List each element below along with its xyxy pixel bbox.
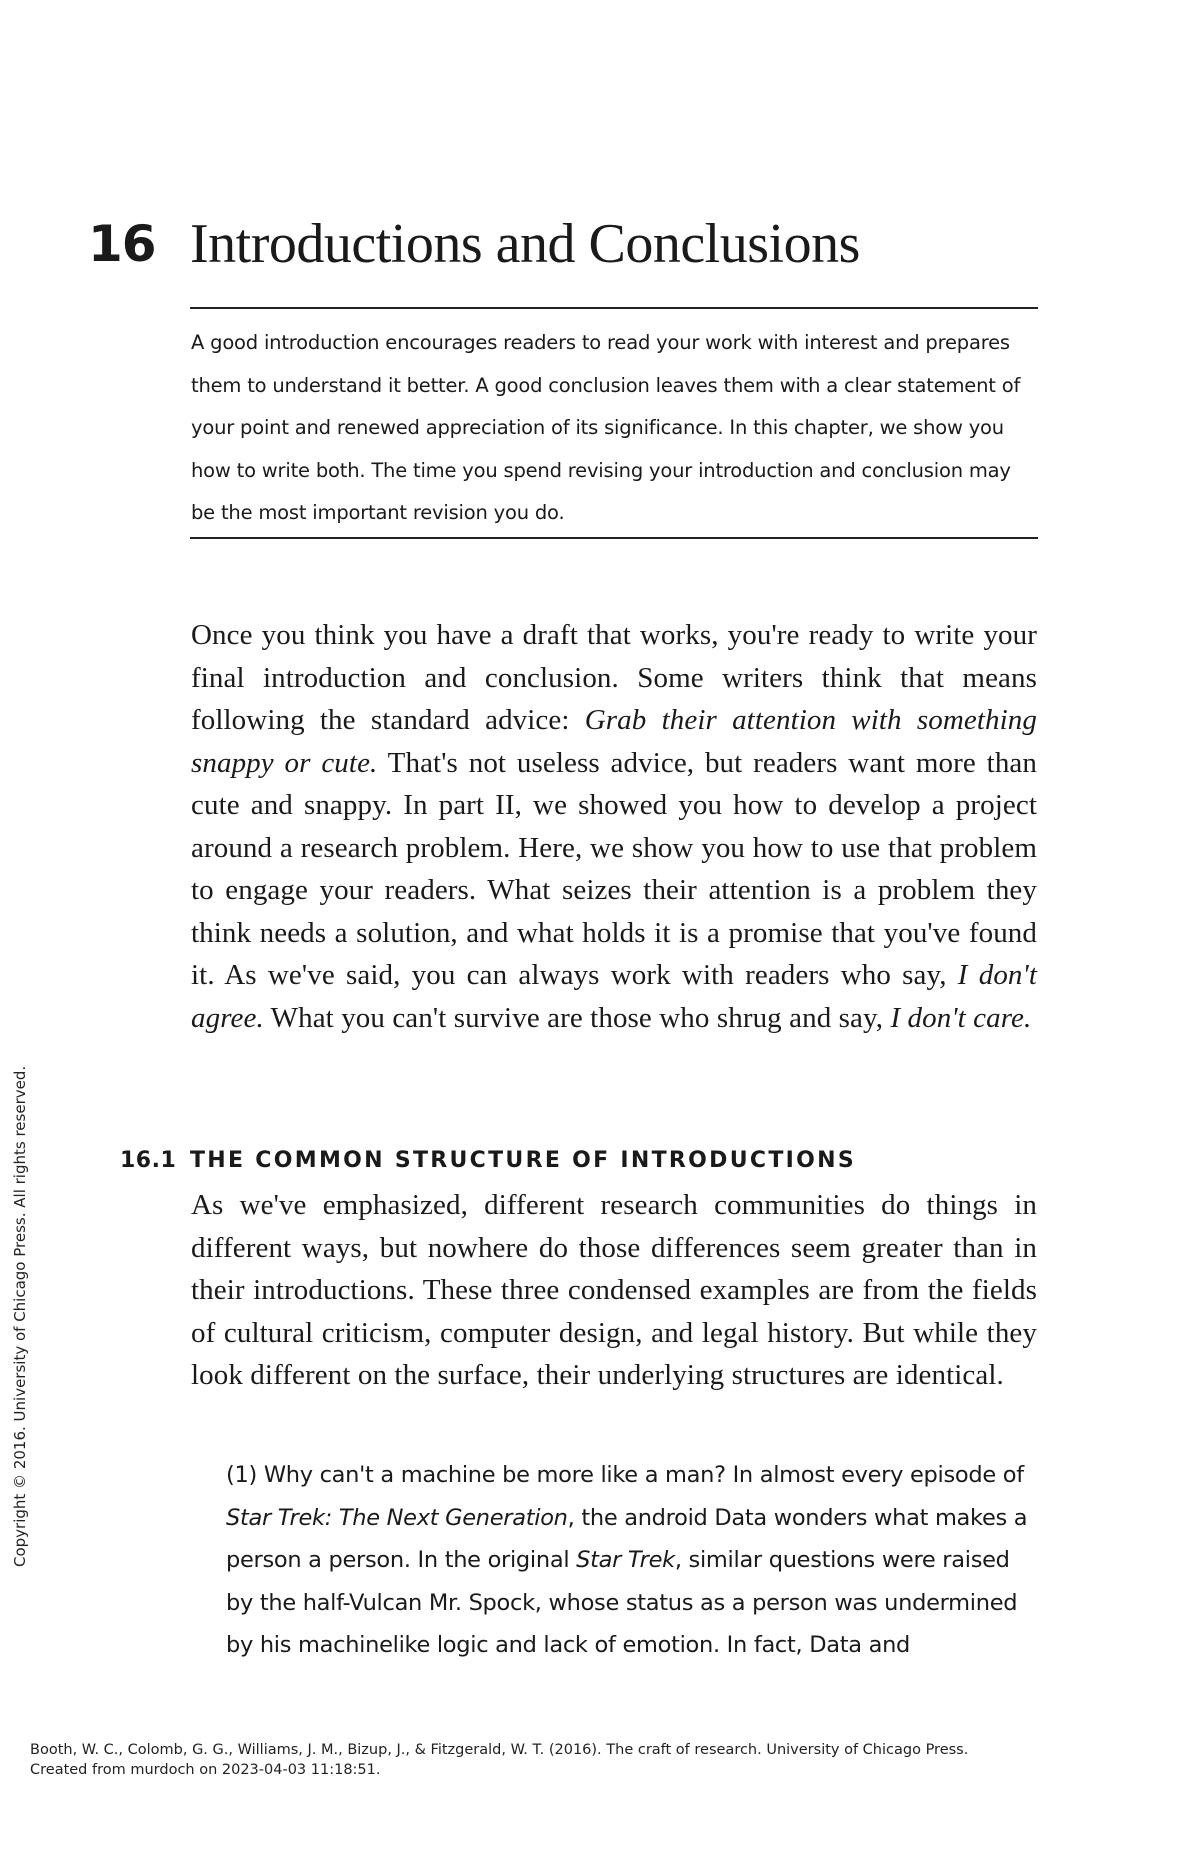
intro-italic-3: I don't care.: [890, 1001, 1032, 1034]
section-heading: [120, 1146, 856, 1176]
intro-text-1: Once you think you have a draft that works, you're ready to write your final introduction and conclusion. Some writers think that means following the standard advice:: [191, 619, 1037, 736]
chapter-title: Introductions and Conclusions: [190, 213, 860, 275]
citation-footer: [30, 1740, 968, 1780]
example-text-3: , similar questions were raised by the half-Vulcan Mr. Spock, whose status as a person was undermined by his machinelike logic and lack of emotion. In fact, Data and: [226, 1547, 1018, 1658]
section-paragraph: As we've emphasized, different research communities do things in different ways, but nowhere do those differences seem greater than in their introductions. These three condensed examples are from the fields of cultural criticism, computer design, and legal history. But while they look different on the surface, their underlying structures are identical.: [191, 1189, 1037, 1391]
example-italic-1: Star Trek: The Next Generation: [226, 1504, 568, 1531]
example-italic-2: Star Trek: [576, 1547, 675, 1573]
intro-text-2: That's not useless advice, but readers want more than cute and snappy. In part II, we showed you how to develop a project around a research problem. Here, we show you how to use that problem to engage your readers. What seizes their attention is a problem they think needs a solution, and what holds it is a promise that you've found it. As we've said, you can always work with readers who say,: [191, 746, 1037, 991]
example-text-1: (1) Why can't a machine be more like a man? In almost every episode of: [226, 1462, 1024, 1488]
section-number: 16.1: [120, 1148, 177, 1173]
example-paragraph: [226, 1454, 1036, 1667]
abstract-bottom-rule: [190, 537, 1038, 539]
chapter-number: 16: [88, 215, 156, 273]
citation-line: Booth, W. C., Colomb, G. G., Williams, J. M., Bizup, J., & Fitzgerald, W. T. (2016). The craft of research. University of Chicago Press.: [30, 1742, 969, 1758]
side-copyright-notice: Copyright © 2016. University of Chicago Press. All rights reserved.: [11, 1065, 29, 1567]
intro-text-3: What you can't survive are those who shrug and say,: [263, 1001, 891, 1034]
intro-paragraph: [191, 614, 1037, 1039]
example-text-2: , the android Data wonders what makes a person a person. In the original: [226, 1504, 1028, 1573]
intro-italic-1: Grab their attention with something snappy or cute.: [191, 704, 1037, 779]
section-title: THE COMMON STRUCTURE OF INTRODUCTIONS: [190, 1148, 856, 1173]
intro-italic-2: I don't agree.: [191, 959, 1037, 1034]
abstract-top-rule: [190, 307, 1038, 309]
chapter-abstract: A good introduction encourages readers to read your work with interest and prepares them to understand it better. A good conclusion leaves them with a clear statement of your point and renewed appreciation of its significance. In this chapter, we show you how to write both. The time you spend revising your introduction and conclusion may be the most important revision you do.: [191, 331, 1021, 524]
created-line: Created from murdoch on 2023-04-03 11:18:51.: [30, 1762, 381, 1778]
